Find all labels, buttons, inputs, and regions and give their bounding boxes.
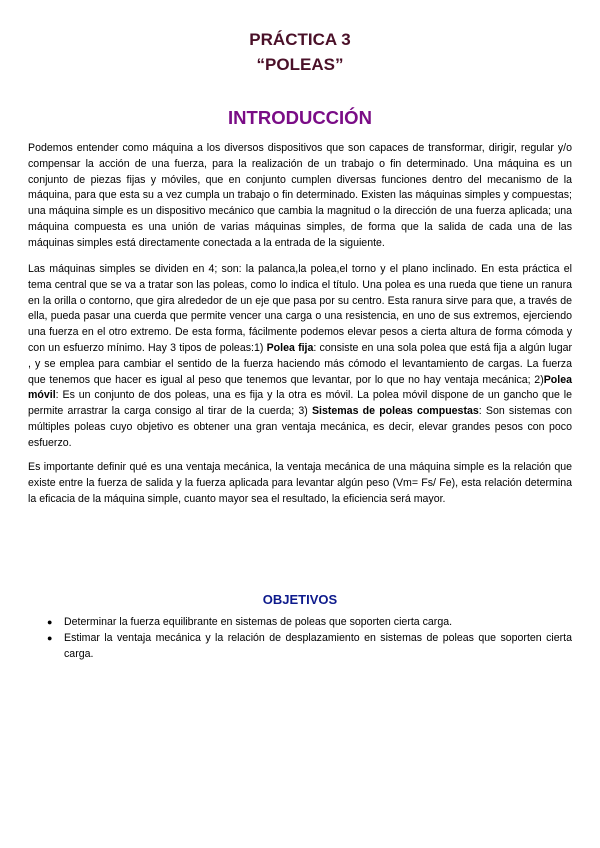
bullet-icon: ●	[47, 617, 53, 627]
p2-text-e: : Son sistemas con múltiples poleas cuyo objetivo es obtener una gran ventaja mecánica, es decir, elevar grandes pesos con poco esfuerzo.	[28, 405, 572, 449]
objective-text: Estimar la ventaja mecánica y la relación de desplazamiento en sistemas de poleas que soporten cierta carga.	[64, 631, 572, 660]
polea-movil-term: Polea móvil	[28, 373, 572, 402]
intro-paragraph-3: Es importante definir qué es una ventaja mecánica, la ventaja mecánica de una máquina simple es la relación que existe entre la fuerza de salida y la fuerza aplicada para levantar algún peso (Vm= Fs/ Fe), esta relación determina la eficacia de la máquina simple, cuanto mayor sea el resultado, la eficiencia será mayor.	[28, 461, 572, 505]
intro-paragraph-1: Podemos entender como máquina a los diversos dispositivos que son capaces de transformar, dirigir, regular y/o compensar la acción de una fuerza, para la realización de un trabajo o fin determinado. Una máquina es un conjunto de piezas fijas y móviles, que en conjunto cumplen diversas funciones dentro del mecanismo de la máquina, para que esta su a vez cumpla un trabajo o fin determinado. Existen las máquinas simples y compuestas; una máquina simple es un dispositivo mecánico que cambia la magnitud o la dirección de una fuerza aplicada; una máquina compuesta es una unión de varias máquinas simples, de forma que la salida de cada una de las máquinas simples está directamente conectada a la entrada de la siguiente.	[28, 142, 572, 249]
poleas-compuestas-term: Sistemas de poleas compuestas	[311, 405, 479, 418]
polea-fija-term: Polea fija	[266, 341, 314, 354]
p2-text-c: : consiste en una sola polea que está fija a algún lugar , y se emplea para cambiar el sentido de la fuerza haciendo más cómodo el levantamiento de cargas. La fuerza que tenemos que hacer es igual al peso que tenemos que levantar, por lo que no hay ventaja mecánica; 2)	[28, 341, 572, 386]
intro-paragraph-2	[28, 262, 572, 452]
objective-text: Determinar la fuerza equilibrante en sistemas de poleas que soporten cierta carga.	[64, 616, 453, 628]
list-item	[28, 631, 572, 663]
practice-title: PRÁCTICA 3	[249, 30, 351, 49]
objectives-list	[28, 615, 572, 662]
p2-text-d: : Es un conjunto de dos poleas, una es fija y la otra es móvil. La polea móvil dispone de un gancho que le permite arrastrar la carga consigo al tirar de la cuerda; 3)	[28, 389, 572, 418]
introduction-heading: INTRODUCCIÓN	[228, 107, 372, 128]
objectives-heading: OBJETIVOS	[262, 592, 338, 607]
bullet-icon: ●	[47, 632, 53, 643]
list-item	[28, 615, 572, 631]
practice-subtitle: “POLEAS”	[256, 55, 344, 74]
p2-text-a: Las máquinas simples se dividen en 4; son: la palanca,la polea,el torno y el plano inclinado. En esta práctica el tema central que se va a tratar son las poleas, como lo indica el título. Una polea es una rueda que tiene un ranura en la orilla o contorno, que gira alrededor de un eje que pasa por su centro. Esta ranura sirve para que, a través de ella, pueda pasar una cuerda que permite vencer una carga o una resistencia, en uno de sus extremos, ejerciendo una fuerza en el otro extremo. De esta forma, fácilmente podemos elevar pesos a cierta altura de forma cómoda y con un esfuerzo mínimo. Hay 3 tipos de poleas:1)	[28, 263, 572, 354]
